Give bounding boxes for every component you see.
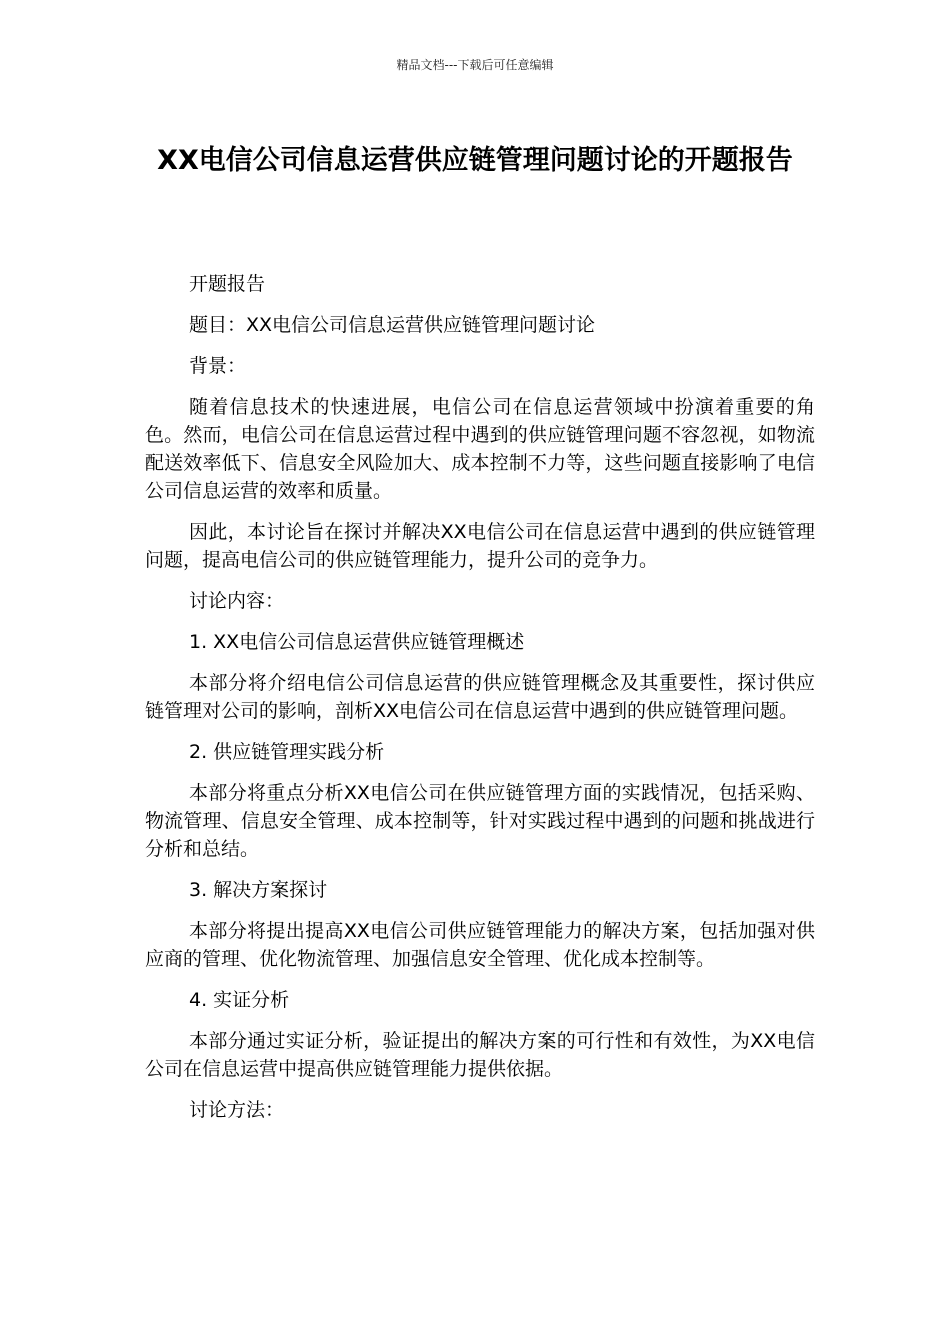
paragraph-background-text: 随着信息技术的快速进展，电信公司在信息运营领域中扮演着重要的角色。然而，电信公司在信息运营过程中遇到的供应链管理问题不容忽视，如物流配送效率低下、信息安全风险加大、成本控制不力等，这些问题直接影响了电信公司信息运营的效率和质量。 bbox=[145, 396, 815, 502]
section-text-3: 本部分将提出提高XX电信公司供应链管理能力的解决方案，包括加强对供应商的管理、优化物流管理、加强信息安全管理、优化成本控制等。 bbox=[145, 920, 815, 970]
document-title: XX电信公司信息运营供应链管理问题讨论的开题报告 bbox=[157, 145, 793, 176]
document-body bbox=[145, 270, 815, 1137]
section-text-2: 本部分将重点分析XX电信公司在供应链管理方面的实践情况，包括采购、物流管理、信息安全管理、成本控制等，针对实践过程中遇到的问题和挑战进行分析和总结。 bbox=[145, 782, 815, 860]
paragraph-content-heading: 讨论内容： bbox=[189, 590, 285, 612]
section-text-1: 本部分将介绍电信公司信息运营的供应链管理概念及其重要性，探讨供应链管理对公司的影响，剖析XX电信公司在信息运营中遇到的供应链管理问题。 bbox=[145, 672, 815, 722]
paragraph-label-report: 开题报告 bbox=[189, 273, 266, 295]
section-heading-4: 4. 实证分析 bbox=[189, 989, 290, 1011]
paragraph-purpose: 因此，本讨论旨在探讨并解决XX电信公司在信息运营中遇到的供应链管理问题，提高电信公司的供应链管理能力，提升公司的竞争力。 bbox=[145, 521, 815, 571]
section-heading-2: 2. 供应链管理实践分析 bbox=[189, 741, 385, 763]
paragraph-method-heading: 讨论方法： bbox=[189, 1099, 285, 1121]
section-heading-1: 1. XX电信公司信息运营供应链管理概述 bbox=[189, 631, 525, 653]
section-text-4: 本部分通过实证分析，验证提出的解决方案的可行性和有效性，为XX电信公司在信息运营中提高供应链管理能力提供依据。 bbox=[145, 1030, 815, 1080]
page-header: 精品文档---下载后可任意编辑 bbox=[396, 58, 554, 72]
section-heading-3: 3. 解决方案探讨 bbox=[189, 879, 328, 901]
paragraph-background-heading: 背景： bbox=[189, 355, 247, 377]
paragraph-topic: 题目：XX电信公司信息运营供应链管理问题讨论 bbox=[189, 314, 596, 336]
